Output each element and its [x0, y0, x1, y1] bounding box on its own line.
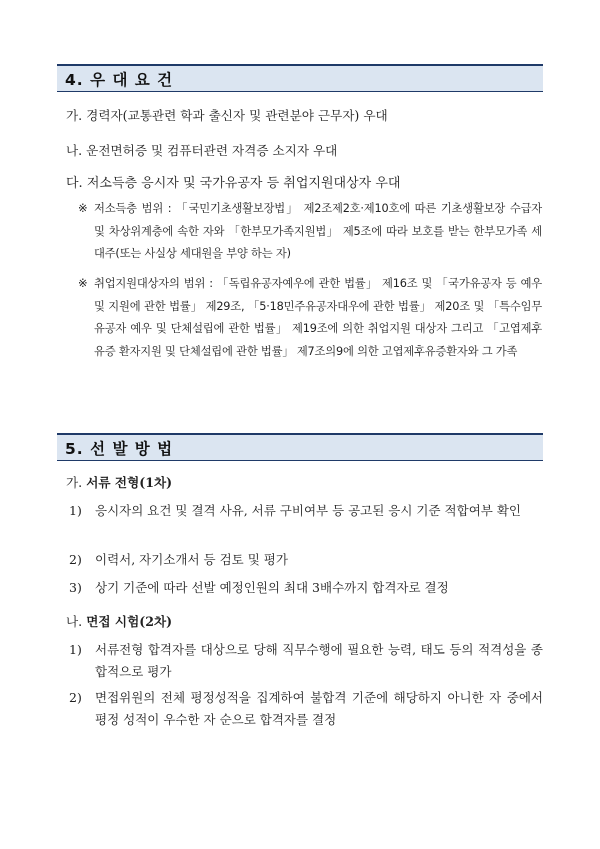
item-number: 2) [69, 552, 82, 567]
section-4-title: 4. 우 대 요 건 [65, 71, 174, 89]
group-suffix: (1차) [139, 475, 173, 490]
item-number: 1) [69, 503, 82, 518]
group-heading: 면접 시험 [86, 614, 140, 629]
item-number: 3) [69, 580, 82, 595]
interview-step-1: 서류전형 합격자를 대상으로 당해 직무수행에 필요한 능력, 태도 등의 적격성을 종합적으로 평가 [95, 642, 543, 679]
document-screening-heading [66, 475, 172, 491]
group-suffix: (2차) [139, 614, 173, 629]
section-4-header [57, 64, 543, 92]
screening-step-1: 응시자의 요건 및 결격 사유, 서류 구비여부 등 공고된 응시 기준 적합여부 확인 [95, 503, 521, 518]
section-5-title: 5. 선 발 방 법 [65, 440, 174, 458]
preference-item-1: 가. 경력자(교통관련 학과 출신자 및 관련분야 근무자) 우대 [66, 108, 388, 123]
screening-step-3: 상기 기준에 따라 선발 예정인원의 최대 3배수까지 합격자로 결정 [95, 580, 449, 595]
interview-heading [66, 614, 172, 630]
group-prefix: 가. [66, 475, 87, 490]
preference-item-3: 다. 저소득층 응시자 및 국가유공자 등 취업지원대상자 우대 [66, 176, 401, 191]
preference-item-2: 나. 운전면허증 및 컴퓨터관련 자격증 소지자 우대 [66, 143, 338, 158]
note-mark-1: ※ [78, 201, 88, 215]
low-income-note: 저소득층 범위 : 「국민기초생활보장법」 제2조제2호·제10호에 따른 기초생활보장 수급자 및 차상위계층에 속한 자와 「한부모가족지원법」 제5조에 따라 보호를 받는 한부모가족 세대주(또는 사실상 세대원을 부양 하는 자) [94, 202, 542, 260]
screening-step-2: 이력서, 자기소개서 등 검토 및 평가 [95, 552, 288, 567]
item-number: 2) [69, 690, 82, 705]
section-5-header [57, 433, 543, 461]
note-mark-2: ※ [78, 276, 88, 290]
employment-support-note: 취업지원대상자의 범위 : 「독립유공자예우에 관한 법률」 제16조 및 「국가유공자 등 예우 및 지원에 관한 법률」 제29조, 「5·18민주유공자대우에 관한 법률」 제20조 및 「특수임무유공자 예우 및 단체설립에 관한 법률」 제19조에 의한 취업지원 대상자 그리고 「고엽제후유증 환자지원 및 단체설립에 관한 법률」 제7조의9에 의한 고엽제후유증환자와 그 가족 [94, 277, 542, 358]
interview-step-2: 면접위원의 전체 평정성적을 집계하여 불합격 기준에 해당하지 아니한 자 중에서 평정 성적이 우수한 자 순으로 합격자를 결정 [95, 690, 543, 727]
group-prefix: 나. [66, 614, 87, 629]
item-number: 1) [69, 642, 82, 657]
group-heading: 서류 전형 [86, 475, 140, 490]
